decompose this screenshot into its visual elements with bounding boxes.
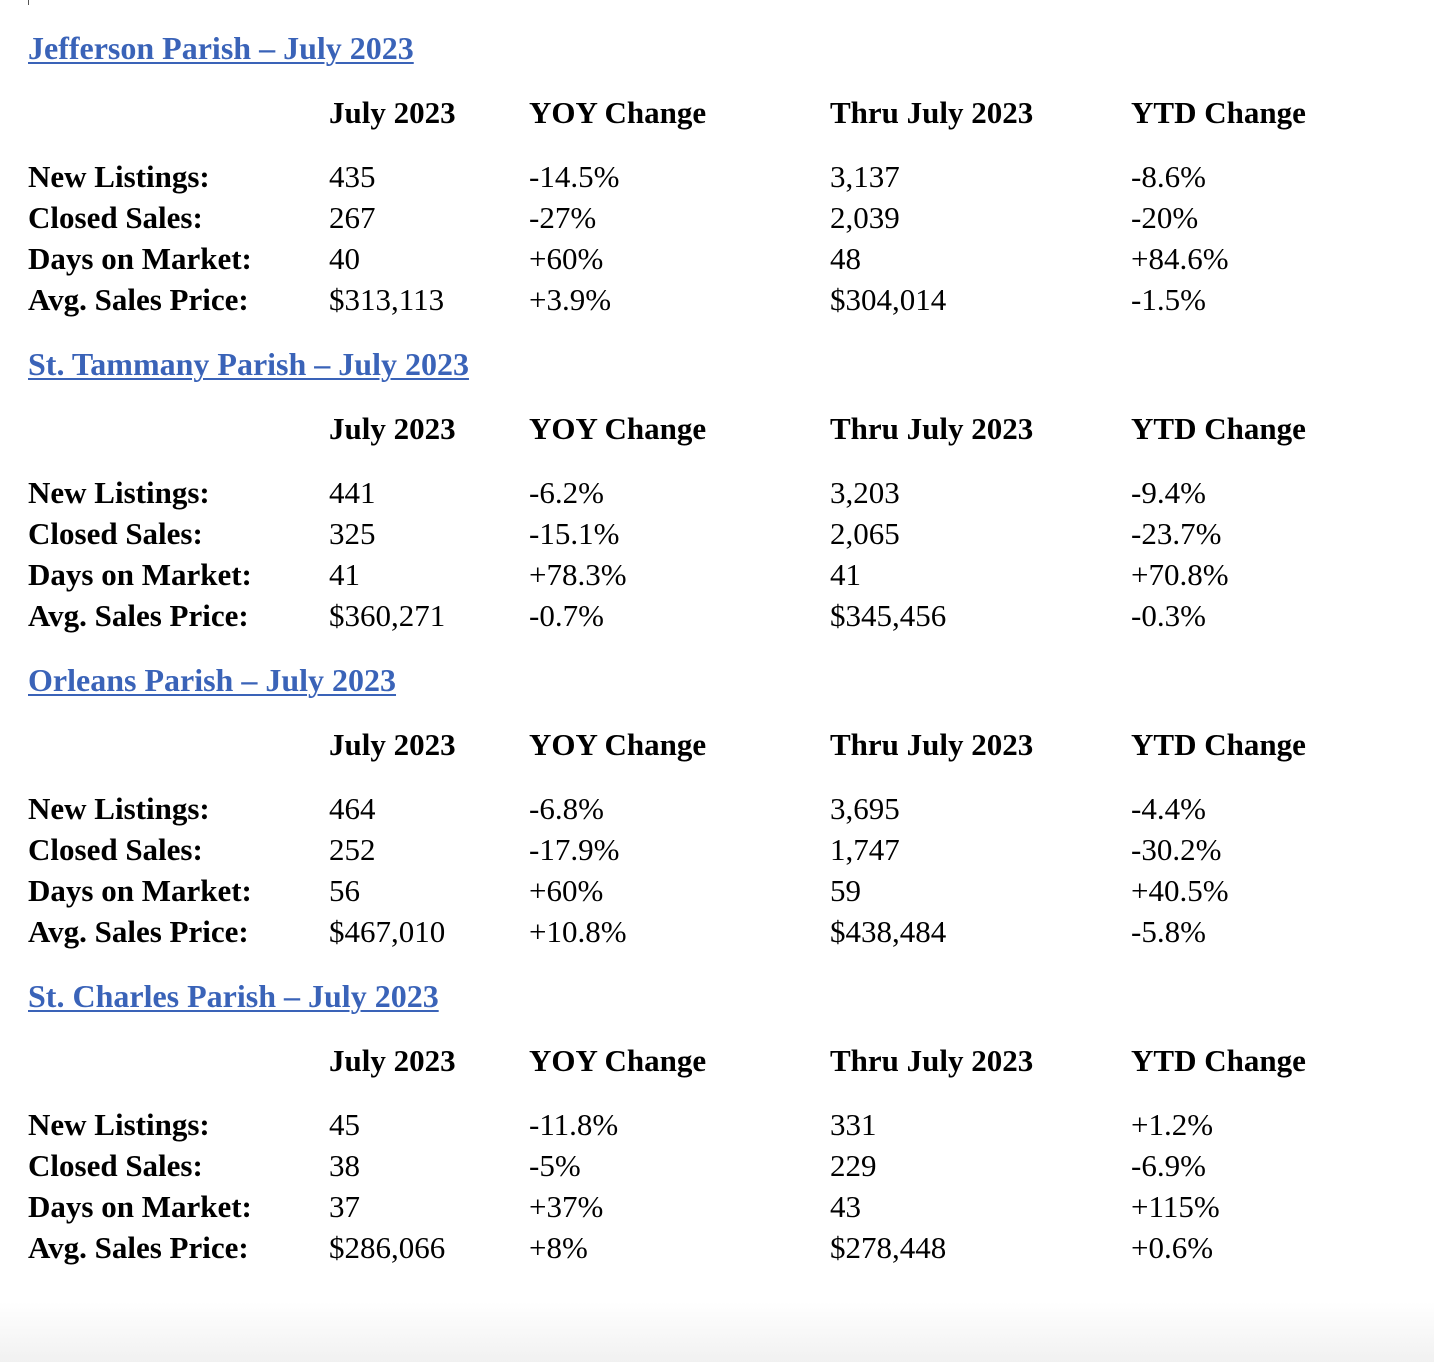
table-cell: +78.3% — [529, 557, 627, 592]
row-label: Closed Sales: — [28, 1148, 203, 1183]
parish-title-link[interactable]: Orleans Parish – July 2023 — [28, 662, 397, 698]
table-cell: -14.5% — [529, 159, 620, 194]
row-label: Closed Sales: — [28, 832, 203, 867]
table-cell: $467,010 — [329, 914, 446, 949]
table-cell: $438,484 — [830, 914, 947, 949]
table-cell: +84.6% — [1131, 241, 1229, 276]
table-row — [0, 596, 1434, 636]
column-header: Thru July 2023 — [830, 411, 1034, 446]
table-cell: -15.1% — [529, 516, 620, 551]
table-cell: 59 — [830, 873, 861, 908]
table-row — [0, 514, 1434, 554]
parish-title-link[interactable]: Jefferson Parish – July 2023 — [28, 30, 414, 66]
table-cell: 37 — [329, 1189, 360, 1224]
table-row — [0, 1105, 1434, 1145]
table-cell: +0.6% — [1131, 1230, 1214, 1265]
row-label: Days on Market: — [28, 241, 252, 276]
column-header: YTD Change — [1131, 727, 1306, 762]
table-cell: +40.5% — [1131, 873, 1229, 908]
table-cell: -5.8% — [1131, 914, 1206, 949]
table-cell: 38 — [329, 1148, 360, 1183]
table-row — [0, 157, 1434, 197]
table-row — [0, 555, 1434, 595]
table-cell: +115% — [1131, 1189, 1220, 1224]
table-cell: 464 — [329, 791, 376, 826]
column-header: Thru July 2023 — [830, 727, 1034, 762]
bottom-shadow — [0, 1302, 1434, 1362]
column-header: Thru July 2023 — [830, 95, 1034, 130]
table-cell: 2,065 — [830, 516, 900, 551]
table-row — [0, 198, 1434, 238]
table-row — [0, 789, 1434, 829]
table-cell: +10.8% — [529, 914, 627, 949]
column-header: Thru July 2023 — [830, 1043, 1034, 1078]
table-row — [0, 912, 1434, 952]
table-cell: -23.7% — [1131, 516, 1222, 551]
table-cell: +3.9% — [529, 282, 612, 317]
row-label: New Listings: — [28, 159, 210, 194]
table-cell: 40 — [329, 241, 360, 276]
table-cell: $345,456 — [830, 598, 947, 633]
table-cell: 229 — [830, 1148, 877, 1183]
column-header: YTD Change — [1131, 1043, 1306, 1078]
table-cell: 45 — [329, 1107, 360, 1142]
table-cell: -9.4% — [1131, 475, 1206, 510]
table-row — [0, 280, 1434, 320]
table-cell: 48 — [830, 241, 861, 276]
column-header: YOY Change — [529, 95, 707, 130]
table-cell: -6.9% — [1131, 1148, 1206, 1183]
table-cell: -11.8% — [529, 1107, 619, 1142]
table-cell: 43 — [830, 1189, 861, 1224]
table-cell: 41 — [329, 557, 360, 592]
row-label: New Listings: — [28, 1107, 210, 1142]
column-header: July 2023 — [329, 727, 456, 762]
table-cell: -30.2% — [1131, 832, 1222, 867]
page-edge-mark — [28, 0, 29, 5]
table-cell: 56 — [329, 873, 360, 908]
table-cell: +8% — [529, 1230, 588, 1265]
table-cell: 325 — [329, 516, 376, 551]
parish-title-link[interactable]: St. Charles Parish – July 2023 — [28, 978, 439, 1014]
table-row — [0, 1146, 1434, 1186]
table-cell: 267 — [329, 200, 376, 235]
table-cell: 252 — [329, 832, 376, 867]
row-label: New Listings: — [28, 475, 210, 510]
table-cell: +1.2% — [1131, 1107, 1214, 1142]
column-header: YOY Change — [529, 727, 707, 762]
parish-title-link[interactable]: St. Tammany Parish – July 2023 — [28, 346, 469, 382]
table-cell: 3,695 — [830, 791, 900, 826]
column-header: July 2023 — [329, 1043, 456, 1078]
column-header: YOY Change — [529, 411, 707, 446]
row-label: Days on Market: — [28, 873, 252, 908]
table-cell: $313,113 — [329, 282, 445, 317]
table-row — [0, 473, 1434, 513]
table-row — [0, 239, 1434, 279]
table-cell: -20% — [1131, 200, 1199, 235]
table-cell: -6.8% — [529, 791, 604, 826]
table-cell: +60% — [529, 241, 604, 276]
table-cell: +37% — [529, 1189, 604, 1224]
table-cell: 3,137 — [830, 159, 900, 194]
row-label: Closed Sales: — [28, 200, 203, 235]
table-cell: $278,448 — [830, 1230, 947, 1265]
table-cell: +70.8% — [1131, 557, 1229, 592]
table-cell: 331 — [830, 1107, 877, 1142]
column-header: YTD Change — [1131, 95, 1306, 130]
table-cell: -27% — [529, 200, 597, 235]
table-cell: -6.2% — [529, 475, 604, 510]
column-header: July 2023 — [329, 95, 456, 130]
table-cell: $304,014 — [830, 282, 947, 317]
table-cell: $286,066 — [329, 1230, 446, 1265]
table-cell: -8.6% — [1131, 159, 1206, 194]
table-row — [0, 830, 1434, 870]
row-label: Avg. Sales Price: — [28, 914, 249, 949]
table-cell: -0.3% — [1131, 598, 1206, 633]
table-cell: -17.9% — [529, 832, 620, 867]
table-cell: -0.7% — [529, 598, 604, 633]
table-cell: -4.4% — [1131, 791, 1206, 826]
table-row — [0, 1187, 1434, 1227]
table-cell: +60% — [529, 873, 604, 908]
row-label: Days on Market: — [28, 1189, 252, 1224]
table-cell: 2,039 — [830, 200, 900, 235]
table-cell: $360,271 — [329, 598, 446, 633]
table-cell: 441 — [329, 475, 376, 510]
table-cell: 1,747 — [830, 832, 900, 867]
column-header: YOY Change — [529, 1043, 707, 1078]
column-header: July 2023 — [329, 411, 456, 446]
table-cell: 435 — [329, 159, 376, 194]
column-header: YTD Change — [1131, 411, 1306, 446]
table-row — [0, 1228, 1434, 1268]
table-cell: -1.5% — [1131, 282, 1206, 317]
table-cell: 3,203 — [830, 475, 900, 510]
row-label: Avg. Sales Price: — [28, 282, 249, 317]
table-cell: -5% — [529, 1148, 581, 1183]
row-label: New Listings: — [28, 791, 210, 826]
row-label: Closed Sales: — [28, 516, 203, 551]
row-label: Avg. Sales Price: — [28, 598, 249, 633]
table-cell: 41 — [830, 557, 861, 592]
row-label: Avg. Sales Price: — [28, 1230, 249, 1265]
table-row — [0, 871, 1434, 911]
row-label: Days on Market: — [28, 557, 252, 592]
